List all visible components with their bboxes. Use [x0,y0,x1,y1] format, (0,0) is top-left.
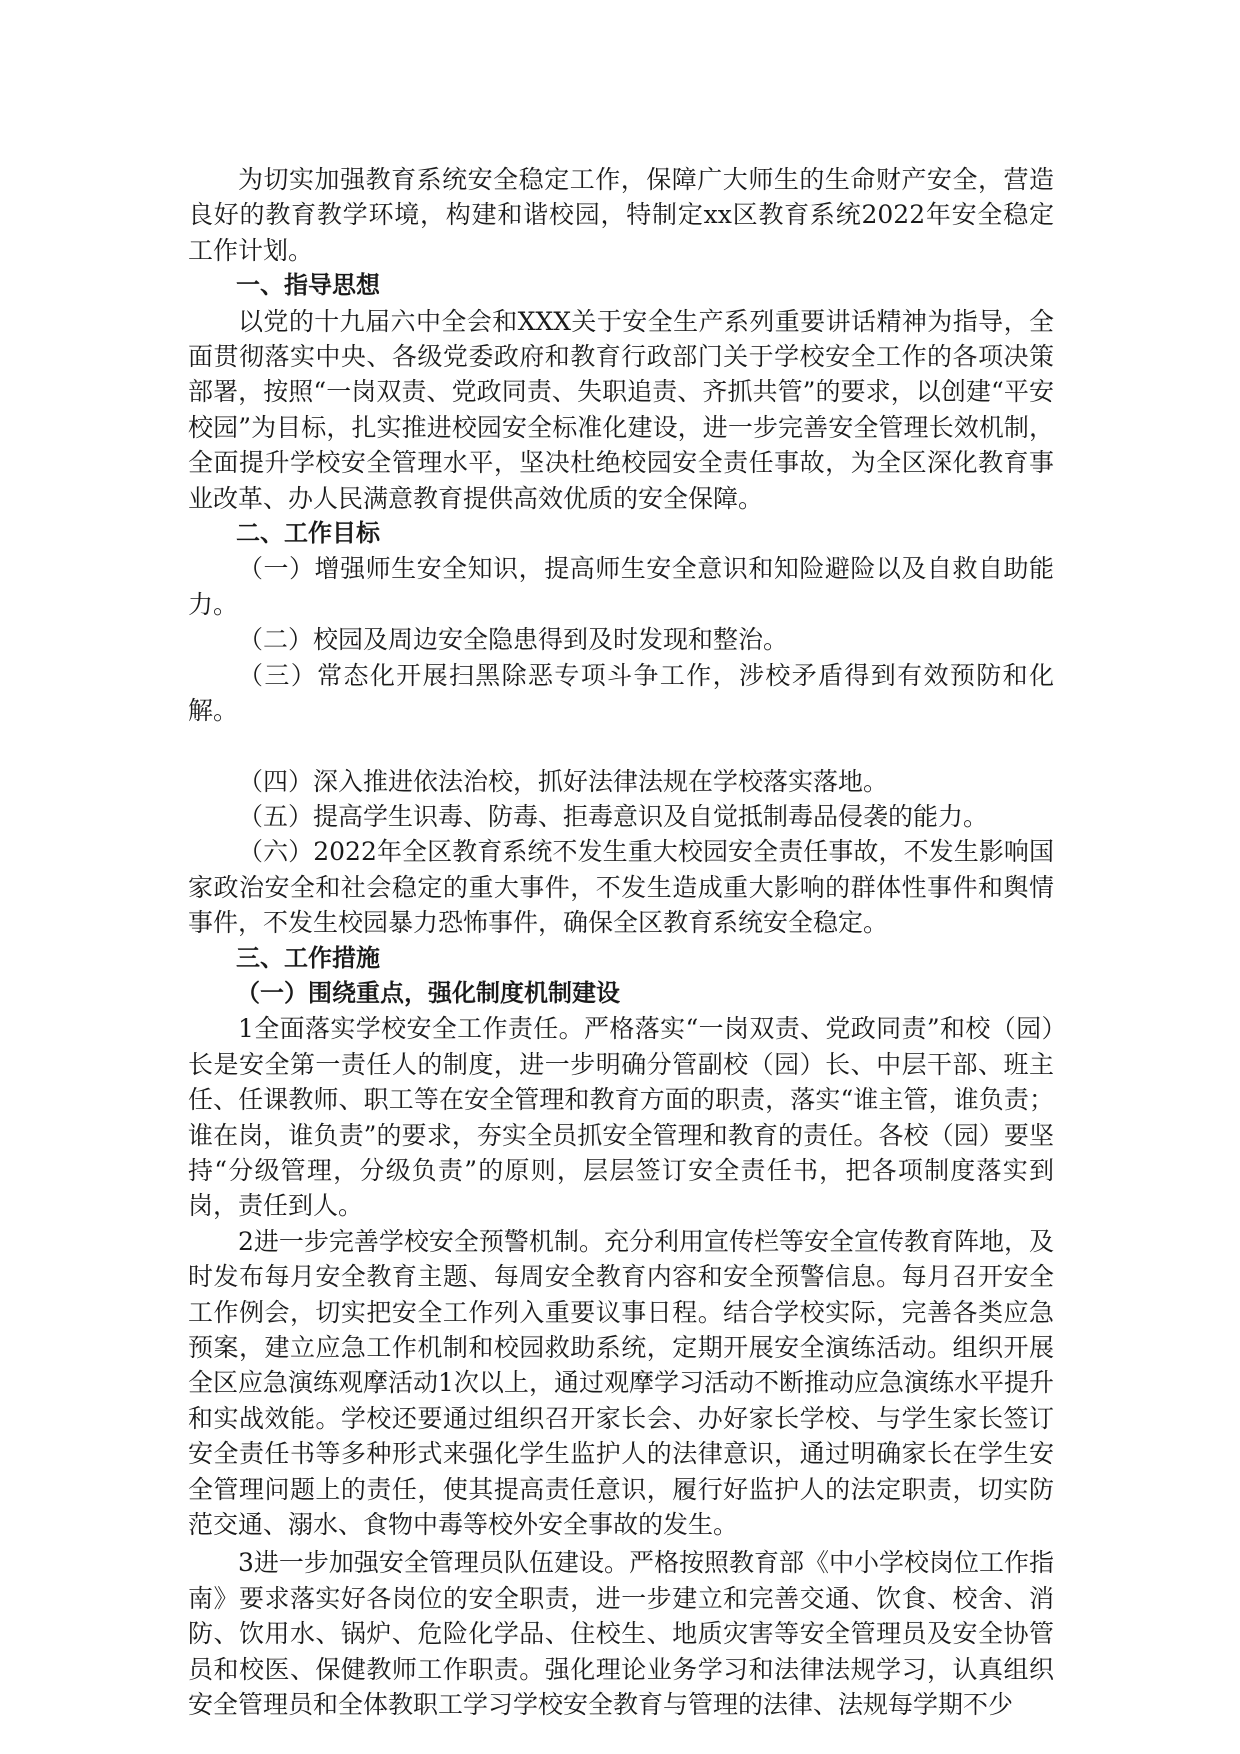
guiding-ideology-paragraph: 以党的十九届六中全会和XXX关于安全生产系列重要讲话精神为指导，全面贯彻落实中央、各级党委政府和教育行政部门关于学校安全工作的各项决策部署，按照“一岗双责、党政同责、失职追责、齐抓共管”的要求，以创建“平安校园”为目标，扎实推进校园安全标准化建设，进一步完善安全管理长效机制，全面提升学校安全管理水平，坚决杜绝校园安全责任事故，为全区深化教育事业改革、办人民满意教育提供高效优质的安全保障。 [188,306,1054,513]
section-heading-work-goals: 二、工作目标 [236,519,380,548]
document-body [188,162,1054,1722]
measure-item-3: 3进一步加强安全管理员队伍建设。严格按照教育部《中小学校岗位工作指南》要求落实好各岗位的安全职责，进一步建立和完善交通、饮食、校舍、消防、饮用水、锅炉、危险化学品、住校生、地质灾害等安全管理员及安全协管员和校医、保健教师工作职责。强化理论业务学习和法律法规学习，认真组织安全管理员和全体教职工学习学校安全教育与管理的法律、法规每学期不少 [188,1548,1054,1720]
subsection-heading-1: （一）围绕重点，强化制度机制建设 [236,978,620,1007]
section-heading-work-measures: 三、工作措施 [236,943,380,972]
section-heading-guiding-ideology: 一、指导思想 [236,271,380,300]
goal-item-2: （二）校园及周边安全隐患得到及时发现和整治。 [238,625,789,655]
goal-item-4: （四）深入推进依法治校，抓好法律法规在学校落实落地。 [238,766,889,796]
goal-item-3: （三）常态化开展扫黑除恶专项斗争工作，涉校矛盾得到有效预防和化解。 [188,660,1054,726]
goal-item-5: （五）提高学生识毒、防毒、拒毒意识及自觉抵制毒品侵袭的能力。 [238,801,989,831]
goal-item-6: （六）2022年全区教育系统不发生重大校园安全责任事故，不发生影响国家政治安全和社会稳定的重大事件，不发生造成重大影响的群体性事件和舆情事件，不发生校园暴力恐怖事件，确保全区教育系统安全稳定。 [188,837,1054,938]
measure-item-1: 1全面落实学校安全工作责任。严格落实“一岗双责、党政同责”和校（园）长是安全第一责任人的制度，进一步明确分管副校（园）长、中层干部、班主任、任课教师、职工等在安全管理和教育方面的职责，落实“谁主管，谁负责；谁在岗，谁负责”的要求，夯实全员抓安全管理和教育的责任。各校（园）要坚持“分级管理，分级负责”的原则，层层签订安全责任书，把各项制度落实到岗，责任到人。 [188,1014,1054,1221]
measure-item-2: 2进一步完善学校安全预警机制。充分利用宣传栏等安全宣传教育阵地，及时发布每月安全教育主题、每周安全教育内容和安全预警信息。每月召开安全工作例会，切实把安全工作列入重要议事日程。结合学校实际，完善各类应急预案，建立应急工作机制和校园救助系统，定期开展安全演练活动。组织开展全区应急演练观摩活动1次以上，通过观摩学习活动不断推动应急演练水平提升和实战效能。学校还要通过组织召开家长会、办好家长学校、与学生家长签订安全责任书等多种形式来强化学生监护人的法律意识，通过明确家长在学生安全管理问题上的责任，使其提高责任意识，履行好监护人的法定职责，切实防范交通、溺水、食物中毒等校外安全事故的发生。 [188,1226,1054,1540]
goal-item-1: （一）增强师生安全知识，提高师生安全意识和知险避险以及自救自助能力。 [188,554,1054,619]
intro-paragraph: 为切实加强教育系统安全稳定工作，保障广大师生的生命财产安全，营造良好的教育教学环境，构建和谐校园，特制定xx区教育系统2022年安全稳定工作计划。 [188,165,1054,265]
